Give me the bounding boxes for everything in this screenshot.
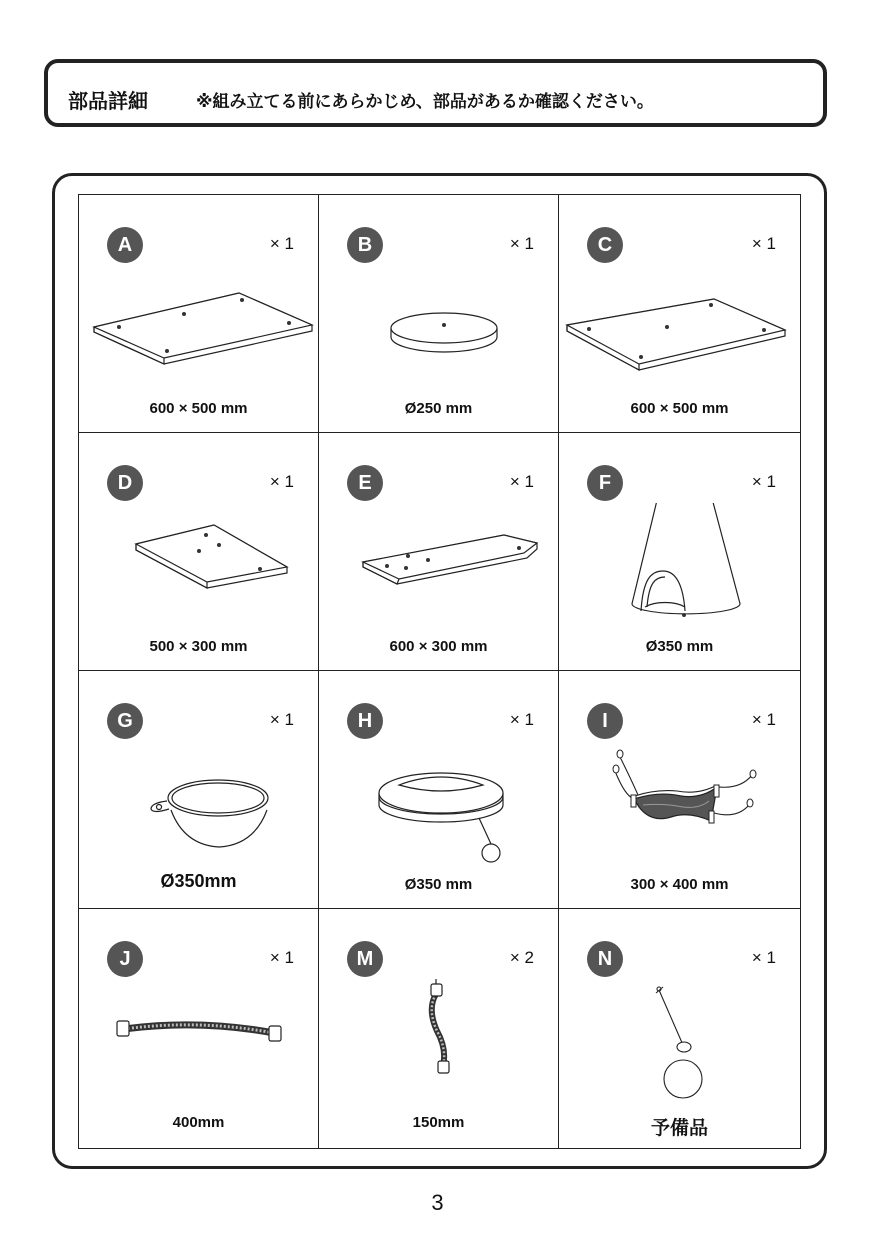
part-quantity: × 1 xyxy=(751,710,776,729)
hammock-i-illustration xyxy=(559,741,799,866)
board-a-illustration xyxy=(79,265,319,390)
part-dimension: 300 × 400 mm xyxy=(630,876,729,893)
part-cell-d xyxy=(79,433,319,671)
part-dimension: 600 × 300 mm xyxy=(389,638,488,655)
rope-pole-j-illustration xyxy=(79,979,319,1104)
board-d-illustration xyxy=(79,503,319,628)
part-cell-i xyxy=(559,671,800,909)
part-dimension: 150mm xyxy=(412,1114,465,1131)
part-badge: I xyxy=(587,703,623,739)
part-quantity: × 1 xyxy=(509,710,534,729)
part-cell-h xyxy=(319,671,559,909)
part-quantity: × 1 xyxy=(751,234,776,253)
spare-ball-toy-n-illustration xyxy=(559,979,799,1104)
part-quantity: × 1 xyxy=(269,234,294,253)
board-c-illustration xyxy=(559,265,799,390)
bowl-g-illustration xyxy=(79,741,319,866)
part-cell-m xyxy=(319,909,559,1148)
cone-f-illustration xyxy=(559,503,799,628)
part-quantity: × 1 xyxy=(751,948,776,967)
part-quantity: × 1 xyxy=(751,472,776,491)
part-badge: D xyxy=(107,465,143,501)
part-cell-a xyxy=(79,195,319,433)
part-dimension: 500 × 300 mm xyxy=(149,638,248,655)
part-badge: C xyxy=(587,227,623,263)
part-badge: B xyxy=(347,227,383,263)
part-cell-e xyxy=(319,433,559,671)
part-dimension: 600 × 500 mm xyxy=(630,400,729,417)
part-cell-n xyxy=(559,909,800,1148)
part-quantity: × 1 xyxy=(509,234,534,253)
part-quantity: × 1 xyxy=(269,948,294,967)
part-cell-c xyxy=(559,195,800,433)
part-badge: E xyxy=(347,465,383,501)
header-note: ※組み立てる前にあらかじめ、部品があるか確認ください。 xyxy=(196,92,654,112)
part-badge: F xyxy=(587,465,623,501)
part-badge: M xyxy=(347,941,383,977)
part-quantity: × 1 xyxy=(509,472,534,491)
board-e-illustration xyxy=(319,503,559,628)
rope-pole-m-illustration xyxy=(319,979,559,1104)
page-number: 3 xyxy=(431,1190,444,1215)
part-dimension: Ø350mm xyxy=(160,871,237,891)
round-board-b-illustration xyxy=(319,265,559,390)
part-dimension: 600 × 500 mm xyxy=(149,400,248,417)
part-cell-b xyxy=(319,195,559,433)
cushion-bed-h-illustration xyxy=(319,741,559,866)
header-title: 部品詳細 xyxy=(68,89,148,113)
header-box xyxy=(44,59,827,127)
part-cell-f xyxy=(559,433,800,671)
part-badge: N xyxy=(587,941,623,977)
parts-grid xyxy=(78,194,801,1149)
part-badge: G xyxy=(107,703,143,739)
part-dimension: Ø350 mm xyxy=(404,876,473,893)
part-badge: A xyxy=(107,227,143,263)
part-dimension: 予備品 xyxy=(650,1117,708,1139)
part-cell-g xyxy=(79,671,319,909)
part-dimension: Ø250 mm xyxy=(404,400,473,417)
part-quantity: × 1 xyxy=(269,710,294,729)
part-cell-j xyxy=(79,909,319,1148)
part-quantity: × 1 xyxy=(269,472,294,491)
part-dimension: Ø350 mm xyxy=(645,638,714,655)
part-badge: H xyxy=(347,703,383,739)
part-dimension: 400mm xyxy=(172,1114,225,1131)
part-badge: J xyxy=(107,941,143,977)
part-quantity: × 2 xyxy=(509,948,534,967)
